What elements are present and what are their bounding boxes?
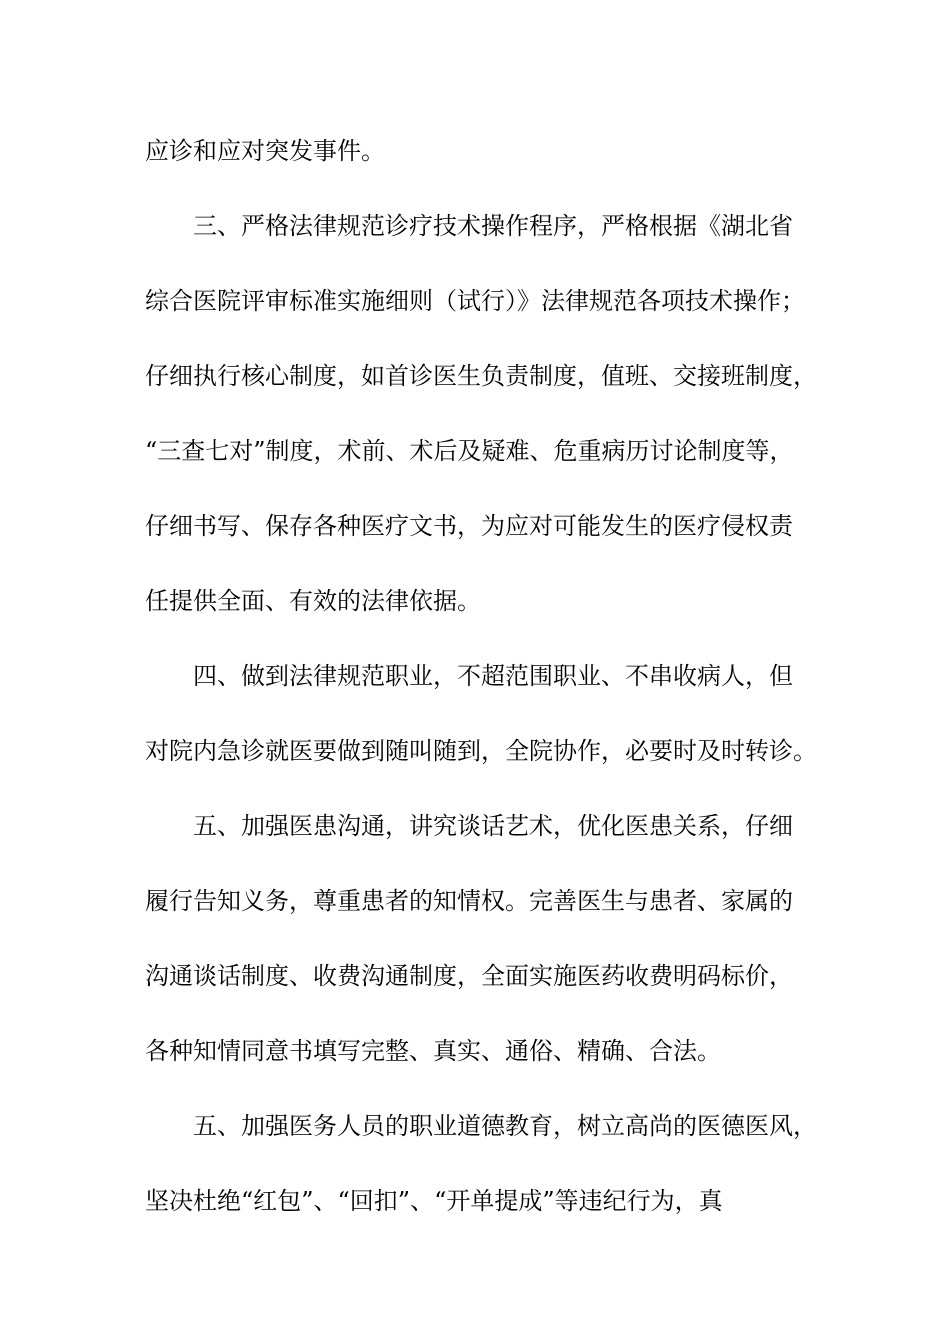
text-line-4: 仔细执行核心制度，如首诊医生负责制度，值班、交接班制度， bbox=[145, 362, 817, 390]
text-line-13: 各种知情同意书填写完整、真实、通俗、精确、合法。 bbox=[145, 1037, 721, 1065]
text-line-7: 任提供全面、有效的法律依据。 bbox=[145, 587, 481, 615]
text-line-11: 履行告知义务，尊重患者的知情权。完善医生与患者、家属的 bbox=[145, 887, 793, 915]
text-line-3: 综合医院评审标准实施细则（试行）》法律规范各项技术操作； bbox=[145, 287, 805, 315]
text-line-15: 坚决杜绝“红包”、“回扣”、“开单提成”等违纪行为，真 bbox=[145, 1187, 723, 1215]
text-line-2: 三、严格法律规范诊疗技术操作程序，严格根据《湖北省 bbox=[193, 212, 793, 240]
text-line-10: 五、加强医患沟通，讲究谈话艺术，优化医患关系，仔细 bbox=[193, 812, 793, 840]
text-line-8: 四、做到法律规范职业，不超范围职业、不串收病人，但 bbox=[193, 662, 793, 690]
text-line-1: 应诊和应对突发事件。 bbox=[145, 137, 385, 165]
text-line-6: 仔细书写、保存各种医疗文书，为应对可能发生的医疗侵权责 bbox=[145, 512, 793, 540]
text-line-14: 五、加强医务人员的职业道德教育，树立高尚的医德医风， bbox=[193, 1112, 817, 1140]
text-line-9: 对院内急诊就医要做到随叫随到，全院协作，必要时及时转诊。 bbox=[145, 737, 817, 765]
text-line-5: “三查七对”制度，术前、术后及疑难、危重病历讨论制度等， bbox=[145, 437, 794, 465]
text-line-12: 沟通谈话制度、收费沟通制度，全面实施医药收费明码标价， bbox=[145, 962, 793, 990]
